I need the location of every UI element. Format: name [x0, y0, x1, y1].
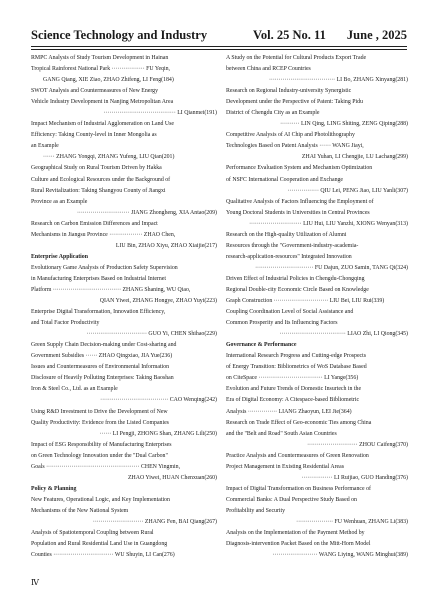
- toc-entry-line: Issues and Countermeasures of Environmental Information: [31, 364, 170, 371]
- toc-entry-line: Analysis on the Implementation of the Payment Method by: [226, 530, 365, 537]
- toc-entry-line: Research on Trade Effect of Geo-economic Ties among China: [226, 419, 372, 426]
- toc-entry-line: ······ ZHANG Yongqi, ZHANG Yufeng, LIU Qian(201): [43, 154, 175, 161]
- toc-entry-line: Regional Double-city Economic Circle Based on Knowledge: [226, 286, 369, 293]
- toc-entry-line: Resources through the "Government-industry-academia-: [226, 242, 359, 249]
- toc-entry-line: ·································· LIAO Zhi, LI Qiong(345): [279, 331, 408, 338]
- toc-entry-line: Using R&D Investment to Drive the Development of New: [31, 408, 168, 415]
- toc-entry-line: in Manufacturing Enterprises Based on Industrial Internet: [31, 275, 167, 282]
- volume-number: Vol. 25 No. 11: [253, 28, 326, 42]
- toc-entry-line: ··························· LIU Hui, LIU Yanzhi, XIONG Wenyan(313): [249, 220, 408, 227]
- toc-entry-line: of Energy Transition: Bibliometrics of WoS Database Based: [226, 364, 367, 371]
- toc-entry-line: ·························· ZHANG Fen, BAI Qiang(267): [92, 518, 217, 525]
- toc-entry-line: Practice Analysis and Countermeasures of Green Renovation: [226, 452, 369, 459]
- toc-entry-line: Iron & Steel Co., Ltd. as an Example: [31, 386, 118, 393]
- toc-entry-line: ··························· JIANG Zhongheng, XIA Antao(209): [76, 209, 217, 216]
- header-rule-thick: [31, 46, 407, 47]
- toc-entry-line: District of Chengdu City as an Example: [226, 110, 320, 117]
- toc-entry-line: Coupling Coordination Level of Social Assistance and: [226, 309, 354, 316]
- toc-entry-line: International Research Progress and Cutting-edge Prospects: [226, 353, 367, 360]
- toc-entry-line: Tropical Rainforest National Park ················· FU Yeqin,: [31, 66, 171, 73]
- toc-entry-line: Goals ················································ CHEN Yingmin,: [31, 463, 181, 470]
- toc-entry-line: Impact of ESG Responsibility of Manufacturing Enterprises: [31, 441, 172, 448]
- toc-entry-line: ················ LI Ruijiao, GUO Handing(376): [301, 474, 408, 481]
- toc-entry-line: Counties ······························· WU Shuyin, LI Can(276): [31, 552, 175, 559]
- toc-entry-line: and Total Factor Productivity: [31, 320, 100, 327]
- toc-entry-line: Analysis of Spatiotemporal Coupling between Rural: [31, 530, 154, 537]
- toc-entry-line: Technologies Based on Patent Analysis ······ WANG Jiayi,: [226, 143, 364, 150]
- toc-entry-line: A Study on the Potential for Cultural Products Export Trade: [226, 55, 367, 61]
- toc-entry-line: ······················· WANG Liying, WANG Minghui(389): [272, 552, 408, 559]
- toc-entry-line: Qualitative Analysis of Factors Influencing the Employment of: [226, 198, 374, 205]
- toc-left-column: [31, 53, 217, 561]
- toc-entry-line: Commercial Banks: A Dual Perspective Study Based on: [226, 496, 357, 503]
- toc-entry-line: ·························· ZHOU Caifeng(370): [307, 441, 408, 448]
- toc-entry-line: ······························· GUO Yi, CHEN Shihao(229): [86, 331, 217, 338]
- running-header: [31, 27, 407, 43]
- toc-entry-line: Quality Productivity: Evidence from the Listed Companies: [31, 419, 169, 426]
- toc-entry-line: Performance Evaluation System and Mechanism Optimization: [226, 165, 373, 172]
- toc-entry-line: RMPC Analysis of Study Tourism Development in Hainan: [31, 55, 169, 61]
- toc-entry-line: Enterprise Digital Transformation, Innovation Efficiency,: [31, 309, 166, 316]
- toc-entry-line: SWOT Analysis and Countermeasures of New Energy: [31, 88, 159, 95]
- toc-entry-line: Green Supply Chain Decision-making under Cost-sharing and: [31, 342, 177, 349]
- toc-entry-line: Research on the High-quality Utilization of Alumni: [226, 231, 347, 238]
- toc-entry-line: Geographical Study on Rural Tourism Driven by Hakka: [31, 165, 162, 172]
- toc-entry-line: ZHAO Yiwei, HUAN Chenxuan(260): [127, 474, 217, 481]
- toc-entry-line: Era of Digital Economy: A Citespace-based Bibliometric: [226, 397, 360, 404]
- toc-entry-line: Impact Mechanism of Industrial Agglomeration on Land Use: [31, 121, 174, 128]
- toc-entry-line: Efficiency: Taking County-level in Inner Mongolia as: [31, 132, 157, 139]
- toc-entry-line: ··················· FU Wenhuan, ZHANG Li(383): [296, 518, 408, 525]
- toc-entry-line: and the "Belt and Road" South Asian Countries: [226, 430, 337, 437]
- toc-entry-line: Competitive Analysis of AI Chip and Photolithography: [226, 132, 355, 139]
- toc-entry-line: New Features, Operational Logic, and Key Implementation: [31, 496, 170, 503]
- toc-entry-line: Population and Rural Residential Land Use in Guangdong: [31, 541, 168, 548]
- toc-entry-line: ················ QIU Lei, PENG Jiao, LIU Yanli(307): [287, 187, 408, 194]
- toc-entry-line: ·································· LI Bo, ZHANG Xinyang(281): [268, 77, 408, 84]
- header-rule-thin: [31, 49, 407, 50]
- toc-entry-line: Disclosure of Heavily Polluting Enterprises: Taking Baoshan: [31, 375, 174, 382]
- issue-date: June , 2025: [346, 28, 407, 42]
- toc-entry-line: Government Subsidies ······ ZHAO Qingxiao, JIA Yue(236): [31, 353, 173, 360]
- toc-entry-line: ······ LI Pengji, ZHONG Shan, ZHANG Lili(250): [99, 430, 217, 437]
- toc-entry-line: Mechanisms in Jiangsu Province ················· ZHAO Chen,: [31, 231, 176, 238]
- toc-entry-line: between China and RCEP Countries: [226, 66, 311, 73]
- toc-entry-line: ZHAI Yuhan, LI Chengjie, LU Lachang(299): [301, 154, 408, 161]
- toc-entry-line: QIAN Yiwei, ZHANG Hongye, ZHAO Yuyi(223): [99, 298, 217, 305]
- toc-entry-line: Young Doctoral Students in Universities in Central Provinces: [226, 209, 370, 216]
- toc-entry-line: Diagnosis-intervention Packet Based on the Mitt-Horn Model: [226, 541, 371, 548]
- toc-entry-line: of NSFC International Cooperation and Exchange: [226, 176, 344, 183]
- toc-entry-line: Rural Revitalization: Taking Shangyou County of Jiangxi: [31, 187, 166, 194]
- toc-entry-line: Analysis ··············· LIANG Zhaoyun, LEI Jie(364): [226, 408, 352, 415]
- toc-entry-line: Project Management in Existing Residential Areas: [226, 463, 344, 470]
- toc-entry-line: research-application-resources" Integrated Innovation: [226, 253, 352, 260]
- journal-title: Science Technology and Industry: [31, 28, 208, 42]
- section-heading: Governance & Performance: [226, 342, 297, 349]
- toc-entry-line: LIU Bin, ZHAO Xiyu, ZHAO Xiaijie(217): [115, 242, 217, 249]
- toc-entry-line: ·········· LIN Qing, LING Shiting, ZENG Qiping(288): [280, 121, 408, 128]
- section-heading: Policy & Planning: [31, 485, 77, 492]
- toc-entry-line: Driven Effect of Industrial Policies in Chengdu-Chongqing: [226, 275, 365, 282]
- toc-entry-line: Development under the Perspective of Patent: Taking Pidu: [226, 99, 363, 106]
- toc-entry-line: Research on Carbon Emission Differences and Impact: [31, 220, 158, 227]
- toc-entry-line: ······························ FU Dajun, ZUO Samin, TANG Qi(324): [255, 264, 408, 271]
- toc-entry-line: Profitability and Security: [226, 507, 286, 514]
- toc-entry-line: Culture and Ecological Resources under the Background of: [31, 176, 171, 183]
- toc-entry-line: ··································· CAO Wenqing(242): [100, 397, 217, 404]
- toc-entry-line: on Green Technology Innovation under the "Dual Carbon": [31, 452, 168, 459]
- toc-entry-line: Impact of Digital Transformation on Business Performance of: [226, 485, 371, 492]
- toc-entry-line: Vehicle Industry Development in Nanjing Metropolitan Area: [31, 99, 174, 106]
- toc-entry-line: Province as an Example: [31, 198, 88, 205]
- toc-entry-line: Platform ··································· ZHANG Shaning, WU Qiao,: [31, 286, 191, 293]
- toc-right-column: [226, 53, 408, 561]
- toc-entry-line: ····································· LI Qianmei(191): [103, 110, 217, 117]
- toc-entry-line: an Example: [31, 143, 59, 150]
- toc-entry-line: Common Prosperity and Its Influencing Factors: [226, 320, 338, 327]
- toc-entry-line: Graph Construction ···························· LIU Bei, LIU Rui(339): [226, 298, 385, 305]
- toc-entry-line: Mechanisms of the New National System: [31, 507, 129, 514]
- page-folio: Ⅳ: [31, 578, 39, 587]
- toc-entry-line: Evolution and Future Trends of Domestic Insurtech in the: [226, 386, 362, 393]
- toc-entry-line: Evolutionary Game Analysis of Production Safety Supervision: [31, 264, 178, 271]
- toc-entry-line: GANG Qiang, XIE Ziao, ZHAO Zhifeng, LI Feng(184): [43, 77, 174, 84]
- toc-entry-line: Research on Regional Industry-university Synergistic: [226, 88, 352, 95]
- toc-entry-line: on CiteSpace ································· LI Yange(356): [226, 375, 359, 382]
- section-heading: Enterprise Application: [31, 253, 88, 260]
